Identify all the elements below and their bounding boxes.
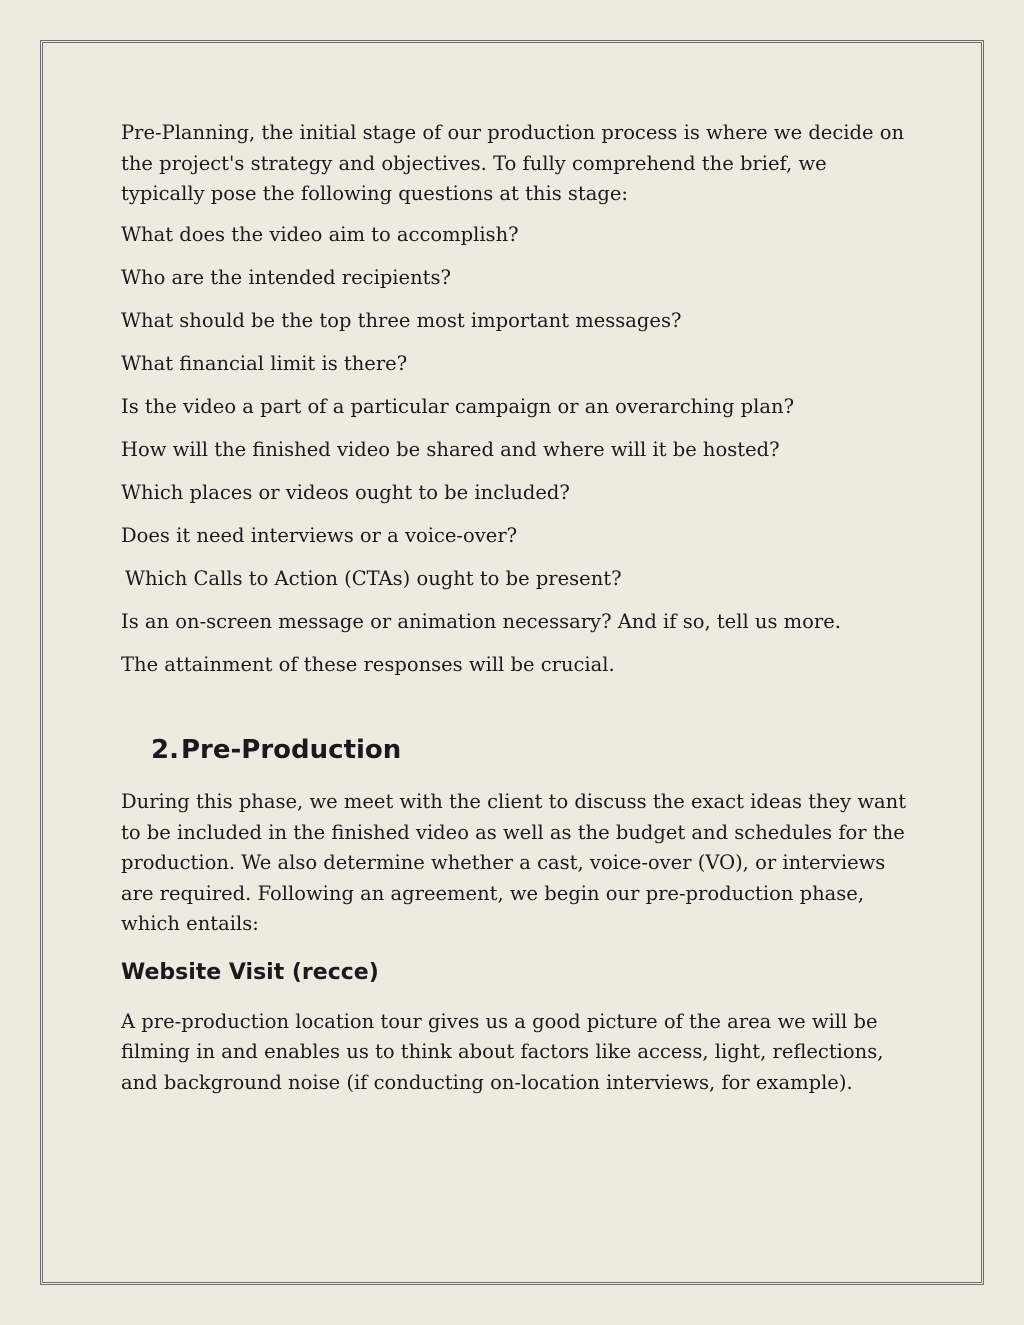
question-item: Is an on-screen message or animation necessary? And if so, tell us more. xyxy=(121,609,841,633)
intro-paragraph: Pre-Planning, the initial stage of our production process is where we decide on the project's strategy and objectives. To fully comprehend the brief, we typically pose the following questions at this stage: xyxy=(121,121,905,205)
question-item: Which Calls to Action (CTAs) ought to be present? xyxy=(125,566,622,590)
question-item: What financial limit is there? xyxy=(121,351,408,375)
section-heading xyxy=(151,733,911,767)
subsection-heading: Website Visit (recce) xyxy=(121,959,379,985)
subsection-body-paragraph: A pre-production location tour gives us a good picture of the area we will be filming in and enables us to think about factors like access, light, reflections, and background noise (if conducting on-location interviews, for example). xyxy=(121,1009,884,1094)
question-item: Who are the intended recipients? xyxy=(121,265,451,289)
question-item: What should be the top three most important messages? xyxy=(121,308,682,332)
question-item: How will the finished video be shared and where will it be hosted? xyxy=(121,437,780,461)
document-content xyxy=(121,118,911,1098)
section-title: Pre-Production xyxy=(181,735,402,765)
question-item: Which places or videos ought to be included? xyxy=(121,480,570,504)
closing-sentence: The attainment of these responses will be crucial. xyxy=(121,652,615,676)
section-body-paragraph: During this phase, we meet with the client to discuss the exact ideas they want to be included in the finished video as well as the budget and schedules for the production. We also determine whether a cast, voice-over (VO), or interviews are required. Following an agreement, we begin our pre-production phase, which entails: xyxy=(121,790,907,935)
question-item: Is the video a part of a particular campaign or an overarching plan? xyxy=(121,394,795,418)
question-item: What does the video aim to accomplish? xyxy=(121,222,519,246)
section-number: 2. xyxy=(151,735,179,765)
question-item: Does it need interviews or a voice-over? xyxy=(121,523,518,547)
